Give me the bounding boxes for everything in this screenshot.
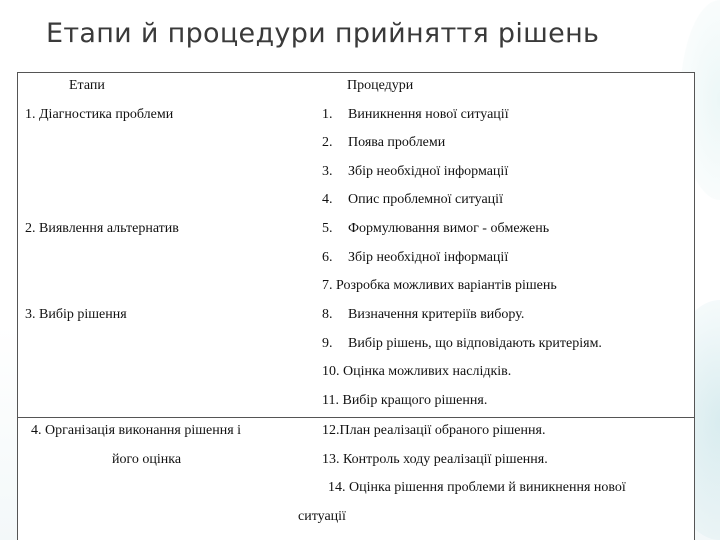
stage-2: 2. Виявлення альтернатив — [25, 221, 179, 236]
procedure-14-continued: ситуації — [298, 509, 346, 524]
document-table — [17, 72, 695, 540]
stage-4-line1: 4. Організація виконання рішення і — [31, 423, 242, 438]
procedure-1: 1. Виникнення нової ситуації — [322, 107, 509, 122]
stage-3: 3. Вибір рішення — [25, 307, 127, 322]
slide-title: Етапи й процедури прийняття рішень — [46, 18, 600, 49]
procedure-10: 10. Оцінка можливих наслідків. — [322, 364, 512, 379]
procedure-5: 5. Формулювання вимог - обмежень — [322, 221, 550, 236]
stage-1: 1. Діагностика проблеми — [25, 107, 174, 122]
procedure-7: 7. Розробка можливих варіантів рішень — [322, 278, 557, 293]
procedure-11: 11. Вибір кращого рішення. — [322, 393, 488, 408]
procedure-2: 2. Поява проблеми — [322, 135, 446, 150]
procedure-8: 8. Визначення критеріїв вибору. — [322, 307, 525, 322]
procedure-14: 14. Оцінка рішення проблеми й виникнення нової — [328, 480, 626, 495]
stage-4-line2: його оцінка — [112, 452, 182, 467]
procedure-3: 3. Збір необхідної інформації — [322, 164, 509, 179]
procedure-12: 12.План реалізації обраного рішення. — [322, 423, 546, 438]
header-procedures: Процедури — [347, 78, 414, 93]
procedure-13: 13. Контроль ходу реалізації рішення. — [322, 452, 548, 467]
header-stages: Етапи — [69, 78, 105, 93]
procedure-6: 6. Збір необхідної інформації — [322, 250, 509, 265]
procedure-4: 4. Опис проблемної ситуації — [322, 192, 503, 207]
procedure-9: 9. Вибір рішень, що відповідають критеріям. — [322, 336, 602, 351]
